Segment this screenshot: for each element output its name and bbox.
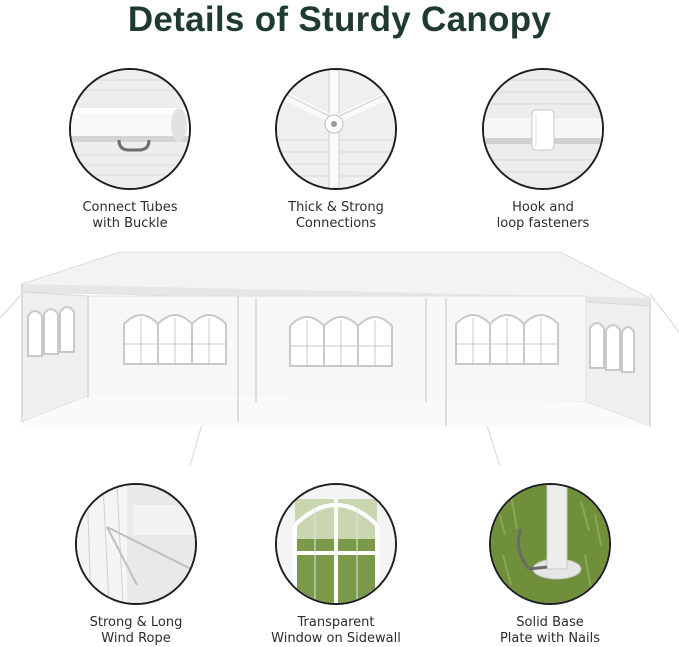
caption-fasteners: [453, 200, 633, 232]
caption-line2: Connections: [295, 216, 377, 231]
caption-line1: Transparent: [297, 615, 375, 630]
base-plate-icon: [489, 483, 611, 605]
fastener-icon: [482, 68, 604, 190]
feature-fasteners: [453, 68, 633, 232]
caption-line1: Strong & Long: [89, 615, 183, 630]
sidewall-window-icon: [275, 483, 397, 605]
feature-base-plate: [460, 483, 640, 647]
caption-strong-connections: [246, 200, 426, 232]
caption-connect-tubes: [40, 200, 220, 232]
caption-line2: loop fasteners: [496, 216, 590, 231]
caption-line2: Window on Sidewall: [271, 631, 401, 646]
caption-line2: with Buckle: [92, 216, 168, 231]
caption-line1: Hook and: [512, 200, 574, 215]
caption-line2: Wind Rope: [101, 631, 171, 646]
tube-buckle-icon: [69, 68, 191, 190]
canopy-tent-image: [0, 246, 679, 476]
feature-connect-tubes: [40, 68, 220, 232]
feature-wind-rope: [46, 483, 226, 647]
caption-wind-rope: [46, 615, 226, 647]
feature-strong-connections: [246, 68, 426, 232]
caption-line2: Plate with Nails: [499, 631, 601, 646]
feature-sidewall-window: [246, 483, 426, 647]
page-title: Details of Sturdy Canopy: [127, 0, 552, 39]
caption-line1: Thick & Strong: [288, 200, 384, 215]
pipe-connector-icon: [275, 68, 397, 190]
caption-base-plate: [460, 615, 640, 647]
caption-sidewall-window: [246, 615, 426, 647]
wind-rope-icon: [75, 483, 197, 605]
caption-line1: Connect Tubes: [82, 200, 178, 215]
caption-line1: Solid Base: [516, 615, 584, 630]
